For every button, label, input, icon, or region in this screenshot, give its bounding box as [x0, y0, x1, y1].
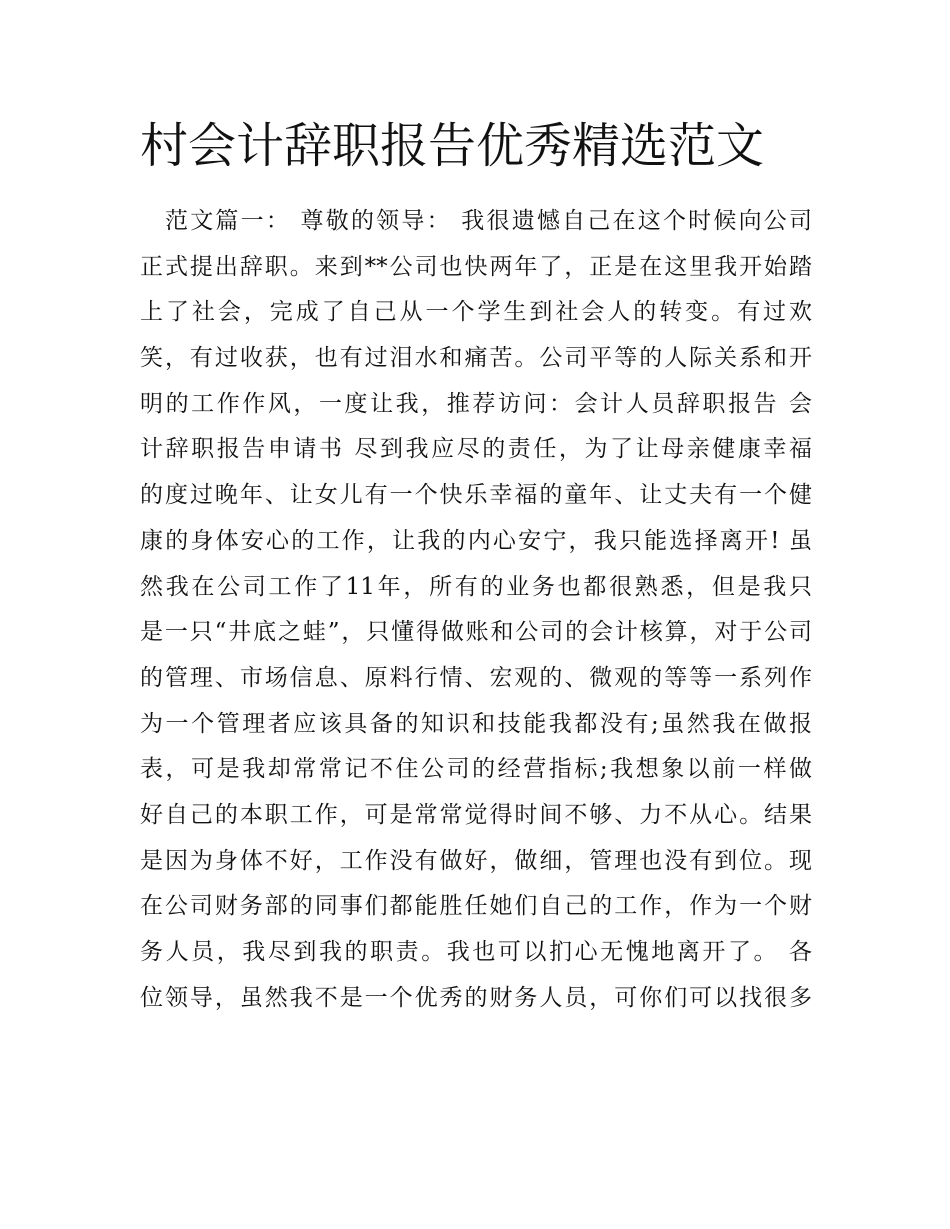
body-line: 位领导，虽然我不是一个优秀的财务人员，可你们可以找很多 — [140, 984, 812, 1011]
body-line: 务人员，我尽到我的职责。我也可以扪心无愧地离开了。 各 — [140, 939, 812, 965]
body-line: 然我在公司工作了11年，所有的业务也都很熟悉，但是我只 — [140, 573, 812, 600]
body-line: 的度过晚年、让女儿有一个快乐幸福的童年、让丈夫有一个健 — [140, 482, 812, 509]
document-body — [140, 199, 812, 1021]
body-line: 正式提出辞职。来到**公司也快两年了，正是在这里我开始踏 — [140, 253, 812, 280]
body-line: 是一只“井底之蛙”，只懂得做账和公司的会计核算，对于公司 — [140, 619, 812, 646]
document-title: 村会计辞职报告优秀精选范文 — [140, 118, 765, 174]
body-line: 为一个管理者应该具备的知识和技能我都没有;虽然我在做报 — [140, 710, 812, 737]
body-line: 表，可是我却常常记不住公司的经营指标;我想象以前一样做 — [140, 756, 812, 783]
body-line: 上了社会，完成了自己从一个学生到社会人的转变。有过欢 — [140, 299, 812, 326]
body-line: 笑，有过收获，也有过泪水和痛苦。公司平等的人际关系和开 — [140, 345, 812, 372]
body-line: 明的工作作风，一度让我，推荐访问：会计人员辞职报告 会 — [140, 390, 812, 417]
body-line: 好自己的本职工作，可是常常觉得时间不够、力不从心。结果 — [140, 801, 812, 828]
body-line: 康的身体安心的工作，让我的内心安宁，我只能选择离开! 虽 — [140, 527, 812, 554]
body-line: 是因为身体不好，工作没有做好，做细，管理也没有到位。现 — [140, 847, 812, 874]
body-line: 范文篇一： 尊敬的领导： 我很遗憾自己在这个时候向公司 — [165, 208, 812, 234]
body-line: 在公司财务部的同事们都能胜任她们自己的工作，作为一个财 — [140, 893, 812, 920]
body-line: 计辞职报告申请书 尽到我应尽的责任，为了让母亲健康幸福 — [140, 436, 812, 463]
body-line: 的管理、市场信息、原料行情、宏观的、微观的等等一系列作 — [140, 664, 812, 691]
